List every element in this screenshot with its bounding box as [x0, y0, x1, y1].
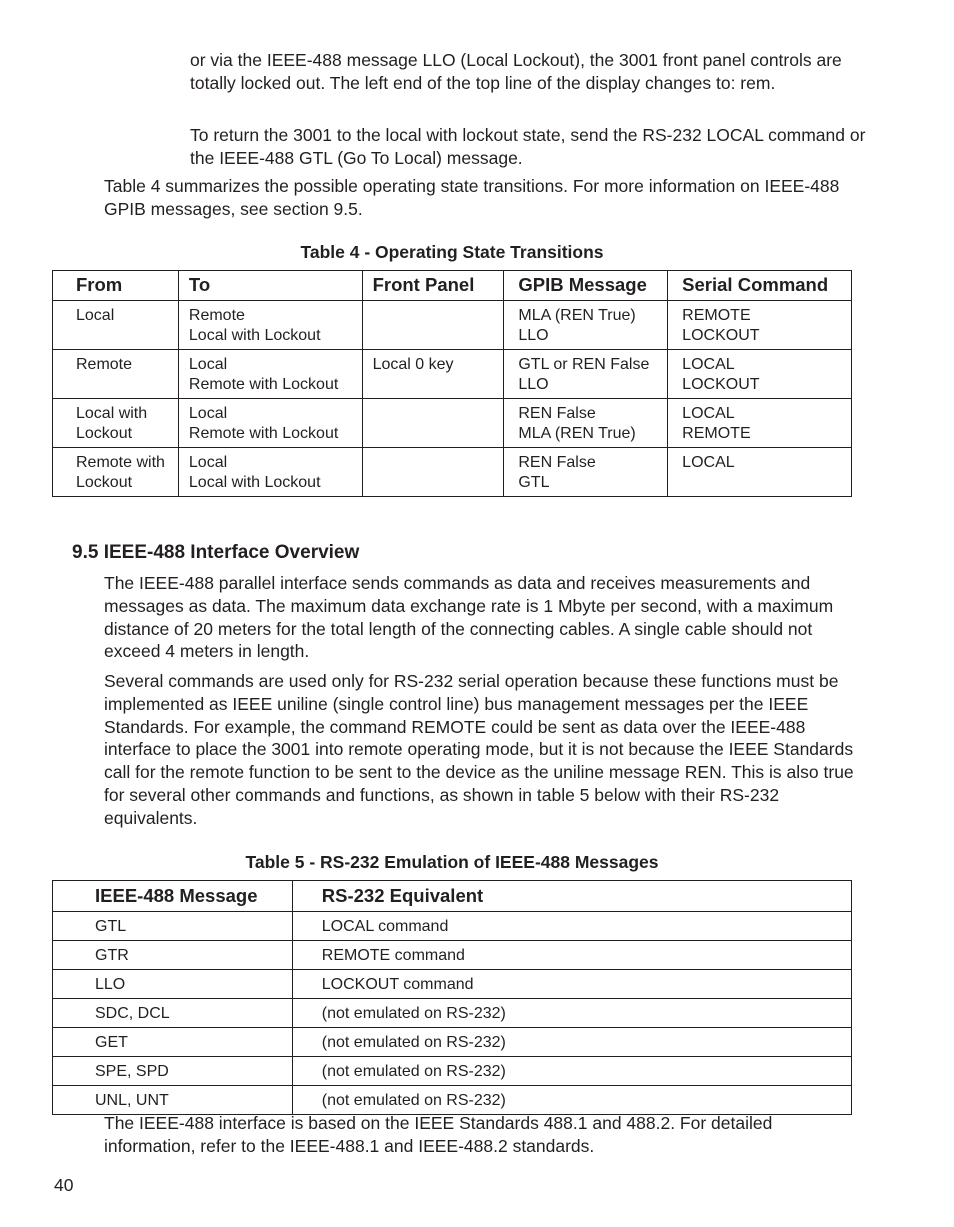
cell-line: Remote with: [76, 454, 165, 471]
cell-to: [178, 448, 362, 497]
cell-serial: [668, 350, 852, 399]
cell-front-panel: Local 0 key: [362, 350, 504, 399]
cell-line: MLA (REN True): [518, 425, 636, 442]
cell-line: REMOTE: [682, 307, 751, 324]
cell-line: LOCKOUT: [682, 376, 760, 393]
cell-line: LOCAL: [682, 356, 735, 373]
cell-ieee-message: GET: [53, 1028, 293, 1057]
table-row: [53, 1086, 852, 1115]
column-header-serial-command: Serial Command: [668, 271, 852, 301]
cell-from: [53, 350, 179, 399]
table-row: [53, 301, 852, 350]
cell-serial: [668, 448, 852, 497]
table4-caption: Table 4 - Operating State Transitions: [300, 242, 604, 262]
operating-state-table: [52, 270, 852, 497]
cell-rs232-equivalent: LOCAL command: [292, 912, 851, 941]
column-header-from: From: [53, 271, 179, 301]
table-row: [53, 1028, 852, 1057]
cell-line: Local: [188, 454, 228, 471]
table-row: [53, 912, 852, 941]
table-row: [53, 350, 852, 399]
cell-to: [178, 399, 362, 448]
column-header-front-panel: Front Panel: [362, 271, 504, 301]
table-row: [53, 448, 852, 497]
cell-ieee-message: UNL, UNT: [53, 1086, 293, 1115]
cell-line: Local: [188, 405, 228, 422]
cell-line: LOCAL: [682, 454, 735, 471]
cell-line: Remote: [188, 307, 245, 324]
cell-line: REMOTE: [682, 425, 751, 442]
cell-rs232-equivalent: (not emulated on RS-232): [292, 999, 851, 1028]
paragraph-table4-intro: Table 4 summarizes the possible operating state transitions. For more information on IEEE-488 GPIB messages, see section 9.5.: [104, 176, 840, 219]
cell-front-panel: [362, 448, 504, 497]
table-header-row: [53, 881, 852, 912]
table-row: [53, 999, 852, 1028]
cell-from: [53, 301, 179, 350]
cell-rs232-equivalent: (not emulated on RS-232): [292, 1028, 851, 1057]
cell-serial: [668, 399, 852, 448]
cell-rs232-equivalent: LOCKOUT command: [292, 970, 851, 999]
cell-to: [178, 301, 362, 350]
cell-rs232-equivalent: (not emulated on RS-232): [292, 1086, 851, 1115]
cell-ieee-message: GTR: [53, 941, 293, 970]
column-header-to: To: [178, 271, 362, 301]
table-row: [53, 941, 852, 970]
cell-rs232-equivalent: REMOTE command: [292, 941, 851, 970]
cell-line: Local with: [76, 405, 148, 422]
rs232-emulation-table: [52, 880, 852, 1115]
cell-line: Remote: [76, 356, 133, 373]
cell-line: LLO: [518, 376, 549, 393]
cell-line: Local: [76, 307, 115, 324]
cell-gpib: [504, 399, 668, 448]
cell-line: Local with Lockout: [188, 327, 321, 344]
table-row: [53, 970, 852, 999]
cell-line: LLO: [518, 327, 549, 344]
paragraph-rs232-commands: Several commands are used only for RS-232 serial operation because these functions must be implemented as IEEE uniline (single control line) bus management messages per the IEEE Standards. For example, the command REMOTE could be sent as data over the IEEE-488 interface to place the 3001 into remote operating mode, but it is not because the IEEE Standards call for the remote function to be sent to the device as the uniline message REN. This is also true for several other commands and functions, as shown in table 5 below with their RS-232 equivalents.: [104, 671, 854, 828]
cell-ieee-message: LLO: [53, 970, 293, 999]
cell-line: Local with Lockout: [188, 474, 321, 491]
cell-line: REN False: [518, 454, 596, 471]
cell-rs232-equivalent: (not emulated on RS-232): [292, 1057, 851, 1086]
paragraph-lockout: or via the IEEE-488 message LLO (Local Lockout), the 3001 front panel controls are totally locked out. The left end of the top line of the display changes to: rem.: [190, 50, 842, 93]
cell-from: [53, 399, 179, 448]
cell-from: [53, 448, 179, 497]
paragraph-return-local: To return the 3001 to the local with lockout state, send the RS-232 LOCAL command or the IEEE-488 GTL (Go To Local) message.: [190, 125, 866, 168]
column-header-rs232-equivalent: RS-232 Equivalent: [292, 881, 851, 912]
cell-line: REN False: [518, 405, 596, 422]
paragraph-interface-overview: The IEEE-488 parallel interface sends commands as data and receives measurements and messages as data. The maximum data exchange rate is 1 Mbyte per second, with a maximum distance of 20 meters for the total length of the connecting cables. A single cable should not exceed 4 meters in length.: [104, 573, 834, 662]
cell-to: [178, 350, 362, 399]
cell-line: GTL or REN False: [518, 356, 650, 373]
column-header-ieee-message: IEEE-488 Message: [53, 881, 293, 912]
cell-gpib: [504, 350, 668, 399]
column-header-gpib-message: GPIB Message: [504, 271, 668, 301]
cell-line: LOCAL: [682, 405, 735, 422]
cell-line: LOCKOUT: [682, 327, 760, 344]
section-heading: 9.5 IEEE-488 Interface Overview: [72, 542, 360, 563]
cell-line: Local: [188, 356, 228, 373]
cell-line: Remote with Lockout: [188, 376, 339, 393]
table-row: [53, 399, 852, 448]
cell-gpib: [504, 301, 668, 350]
cell-front-panel: [362, 399, 504, 448]
cell-line: Remote with Lockout: [188, 425, 339, 442]
table-header-row: [53, 271, 852, 301]
table-row: [53, 1057, 852, 1086]
page-number: 40: [54, 1175, 74, 1195]
cell-serial: [668, 301, 852, 350]
paragraph-ieee-standards: The IEEE-488 interface is based on the IEEE Standards 488.1 and 488.2. For detailed information, refer to the IEEE-488.1 and IEEE-488.2 standards.: [104, 1113, 773, 1156]
cell-ieee-message: SDC, DCL: [53, 999, 293, 1028]
table5-caption: Table 5 - RS-232 Emulation of IEEE-488 Messages: [245, 852, 659, 872]
cell-gpib: [504, 448, 668, 497]
cell-line: Lockout: [76, 425, 133, 442]
cell-line: GTL: [518, 474, 550, 491]
cell-front-panel: [362, 301, 504, 350]
cell-ieee-message: GTL: [53, 912, 293, 941]
cell-line: MLA (REN True): [518, 307, 636, 324]
cell-line: Lockout: [76, 474, 133, 491]
cell-ieee-message: SPE, SPD: [53, 1057, 293, 1086]
